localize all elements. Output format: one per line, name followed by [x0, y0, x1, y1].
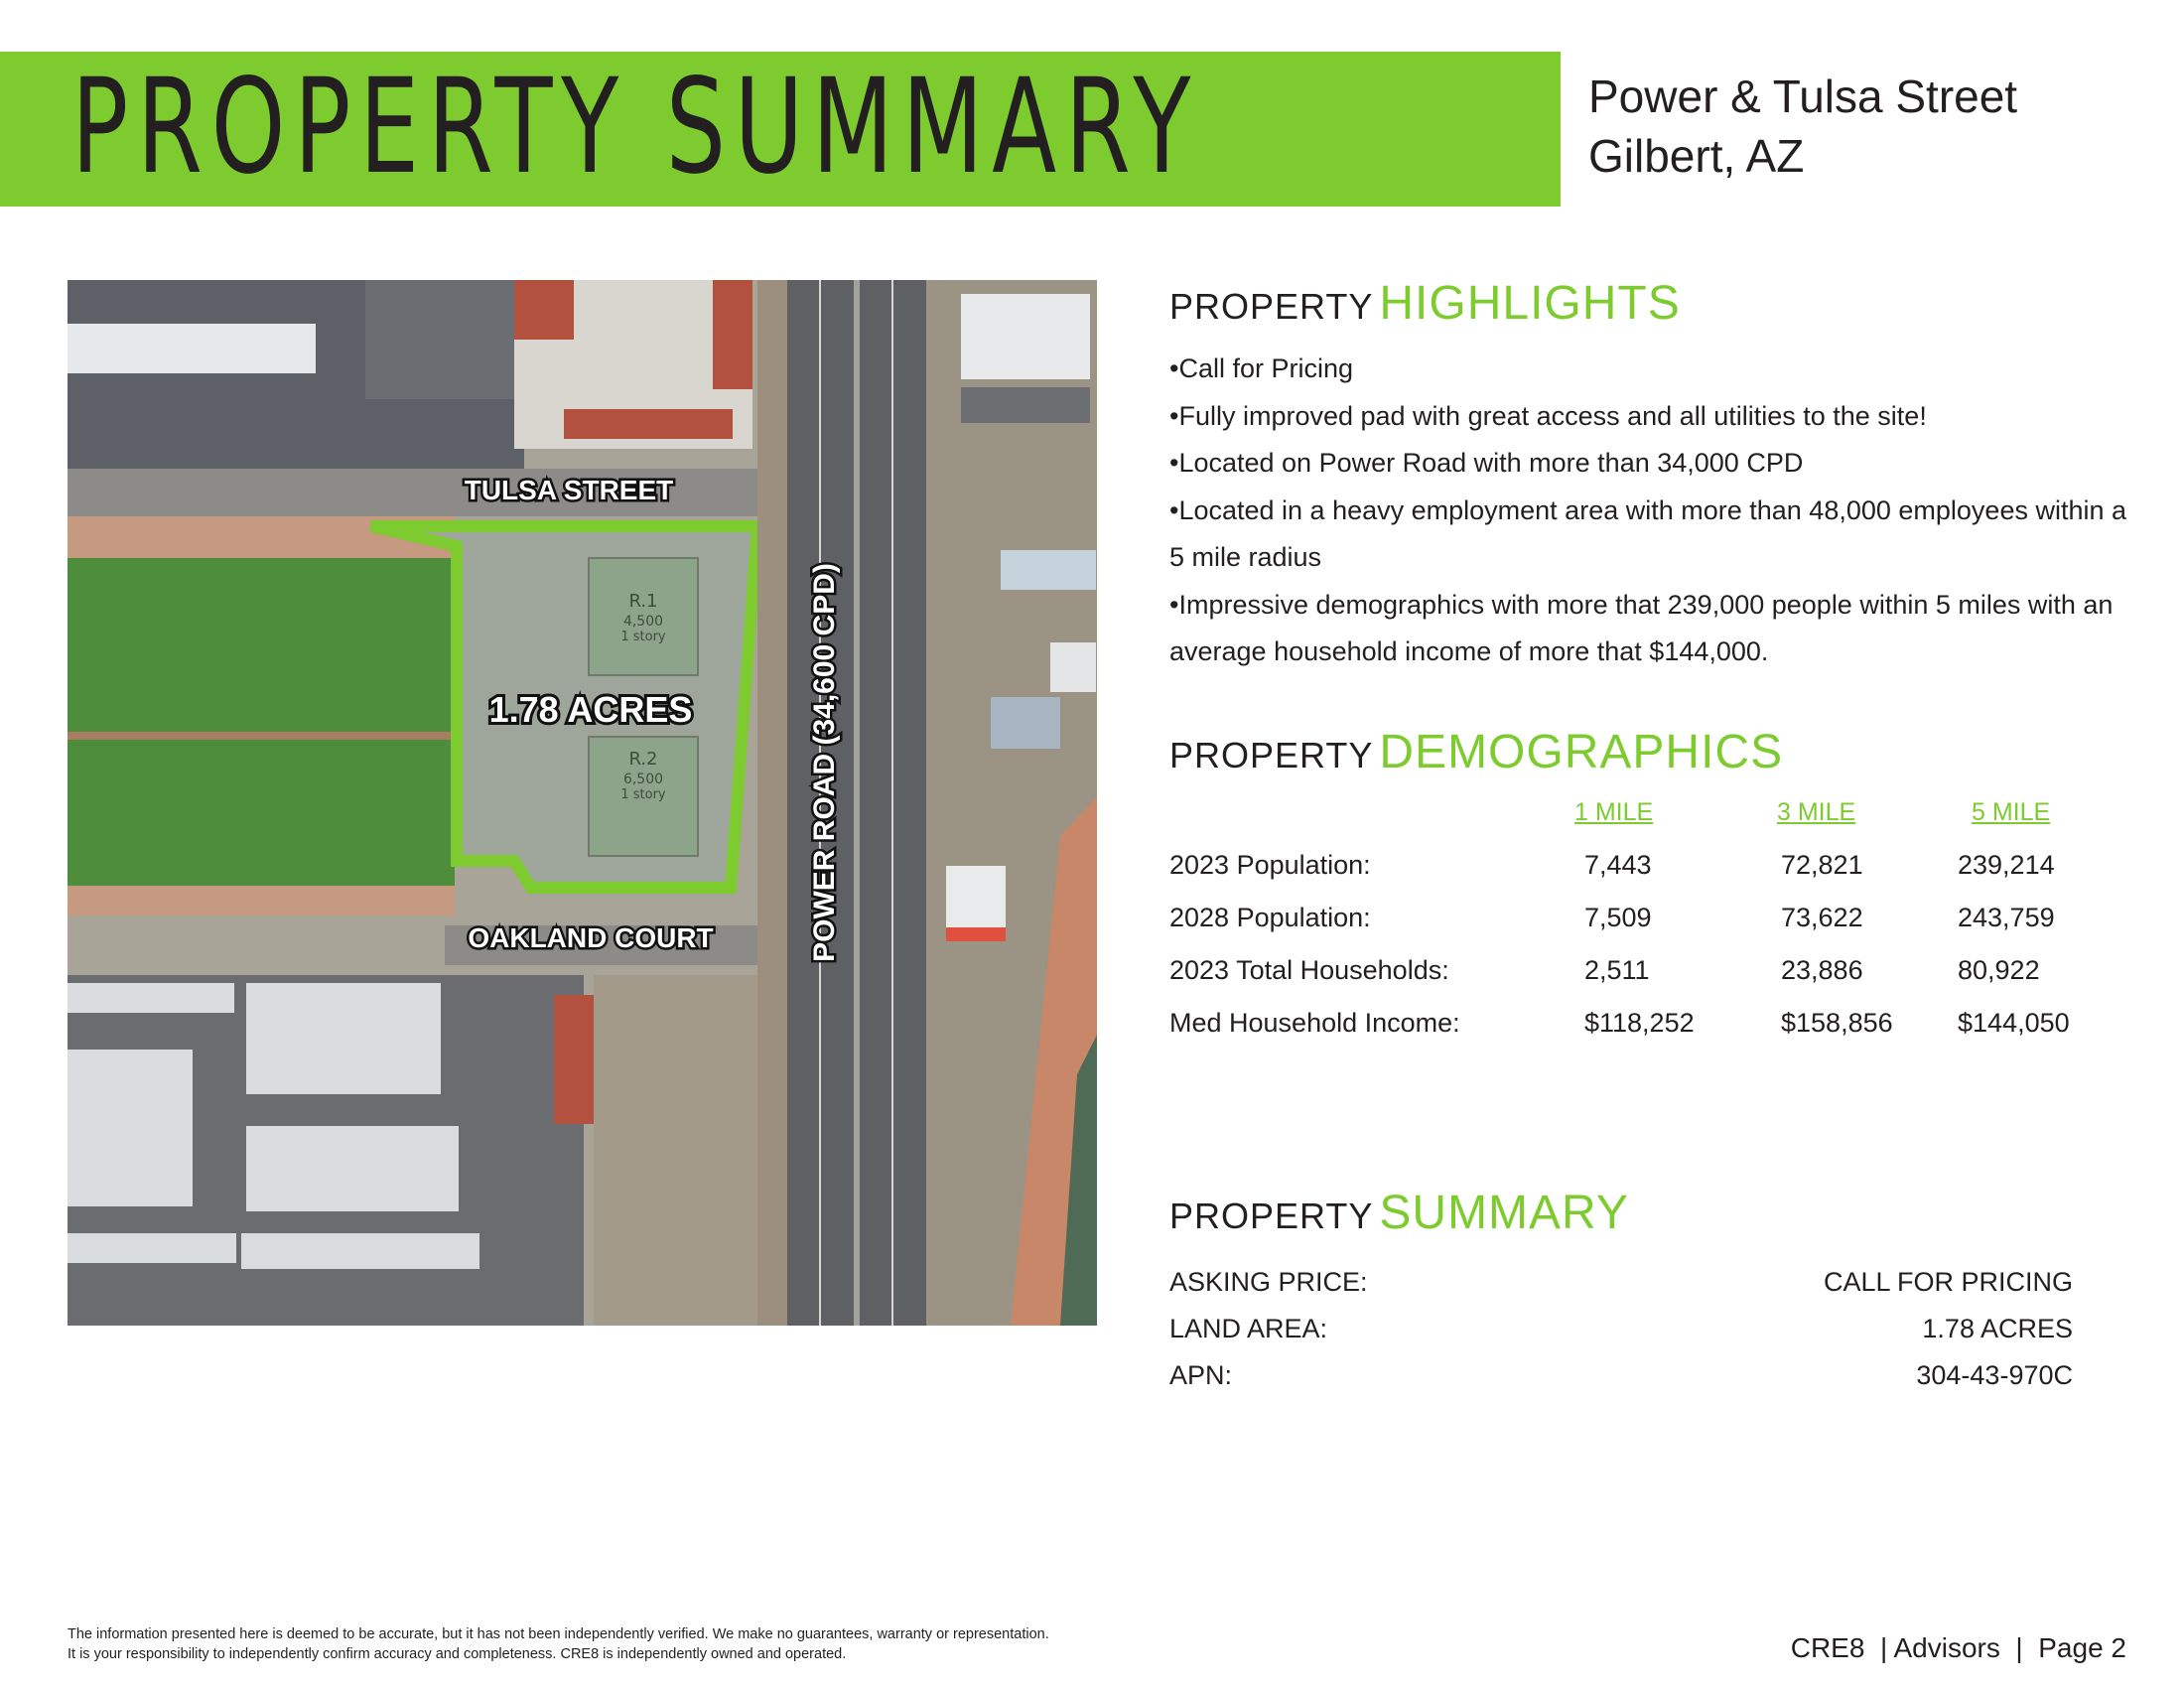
demographics-value: 73,622 [1781, 903, 1863, 932]
demographics-value: 7,443 [1584, 850, 1652, 880]
summary-heading-prefix: PROPERTY [1169, 1196, 1374, 1236]
tulsa-street-label: TULSA STREET [464, 475, 674, 505]
demographics-col-3-mile: 3 MILE [1777, 798, 1856, 826]
demographics-heading-title: DEMOGRAPHICS [1379, 726, 1784, 778]
page-title: PROPERTY SUMMARY [71, 51, 1200, 204]
highlights-heading-title: HIGHLIGHTS [1379, 277, 1681, 330]
land-area-label: LAND AREA: [1169, 1314, 1328, 1343]
demographics-heading [1169, 725, 1783, 779]
pad-r2-stories: 1 story [620, 787, 666, 802]
address-line-city: Gilbert, AZ [1588, 130, 1805, 182]
demographics-row-label: 2028 Population: [1169, 903, 1371, 932]
demographics-value: $118,252 [1584, 1008, 1695, 1038]
highlight-item: • Call for Pricing [1169, 346, 2142, 393]
summary-heading [1169, 1186, 1629, 1240]
asking-price-label: ASKING PRICE: [1169, 1267, 1368, 1297]
summary-heading-title: SUMMARY [1379, 1187, 1629, 1239]
demographics-value: $158,856 [1781, 1008, 1893, 1038]
page-footer: CRE8 | Advisors | Page 2 [1790, 1632, 2126, 1663]
highlights-heading [1169, 276, 1681, 331]
apn-value: 304-43-970C [1916, 1360, 2073, 1390]
demographics-heading-prefix: PROPERTY [1169, 735, 1374, 775]
demographics-row-label: 2023 Population: [1169, 850, 1371, 880]
asking-price-value: CALL FOR PRICING [1823, 1267, 2073, 1297]
apn-label: APN: [1169, 1360, 1233, 1390]
pad-r1-stories: 1 story [620, 630, 666, 644]
highlight-item: • Located in a heavy employment area with more than 48,000 employees within a 5 mile radius [1169, 488, 2142, 582]
demographics-value: 2,511 [1584, 955, 1650, 985]
highlight-item: • Located on Power Road with more than 34,000 CPD [1169, 440, 2142, 488]
land-area-value: 1.78 ACRES [1922, 1314, 2073, 1343]
demographics-value: 7,509 [1584, 903, 1652, 932]
pad-r1-name: R.1 [628, 591, 658, 612]
highlights-heading-prefix: PROPERTY [1169, 286, 1374, 327]
demographics-value: 80,922 [1958, 955, 2040, 985]
oakland-court-label: OAKLAND COURT [468, 922, 714, 953]
demographics-row-label: 2023 Total Households: [1169, 955, 1449, 985]
demographics-col-1-mile: 1 MILE [1574, 798, 1654, 826]
demographics-value: 72,821 [1781, 850, 1863, 880]
pad-r1-size: 4,500 [622, 614, 664, 630]
highlights-list [1169, 346, 2142, 676]
demographics-value: 243,759 [1958, 903, 2055, 932]
power-road-label: POWER ROAD (34,600 CPD) [808, 563, 841, 962]
demographics-row-label: Med Household Income: [1169, 1008, 1460, 1038]
highlight-item: • Impressive demographics with more that 239,000 people within 5 miles with an average household income of more that $144,000. [1169, 582, 2142, 676]
demographics-col-5-mile: 5 MILE [1972, 798, 2051, 826]
acreage-label: 1.78 ACRES [488, 689, 693, 730]
address-line-street: Power & Tulsa Street [1588, 70, 2018, 122]
aerial-site-map [68, 280, 1097, 1326]
aerial-photo [68, 280, 1097, 1326]
demographics-value: 239,214 [1958, 850, 2055, 880]
legal-disclaimer: The information presented here is deemed to be accurate, but it has not been independently verified. We make no guarantees, warranty or representation. It is your responsibility to independently confirm accuracy and completeness. CRE8 is independently owned and operated. [68, 1626, 1049, 1662]
highlight-item: • Fully improved pad with great access and all utilities to the site! [1169, 393, 2142, 441]
pad-r2-name: R.2 [628, 749, 658, 770]
pad-r2-size: 6,500 [622, 772, 664, 787]
demographics-value: 23,886 [1781, 955, 1863, 985]
demographics-value: $144,050 [1958, 1008, 2070, 1038]
